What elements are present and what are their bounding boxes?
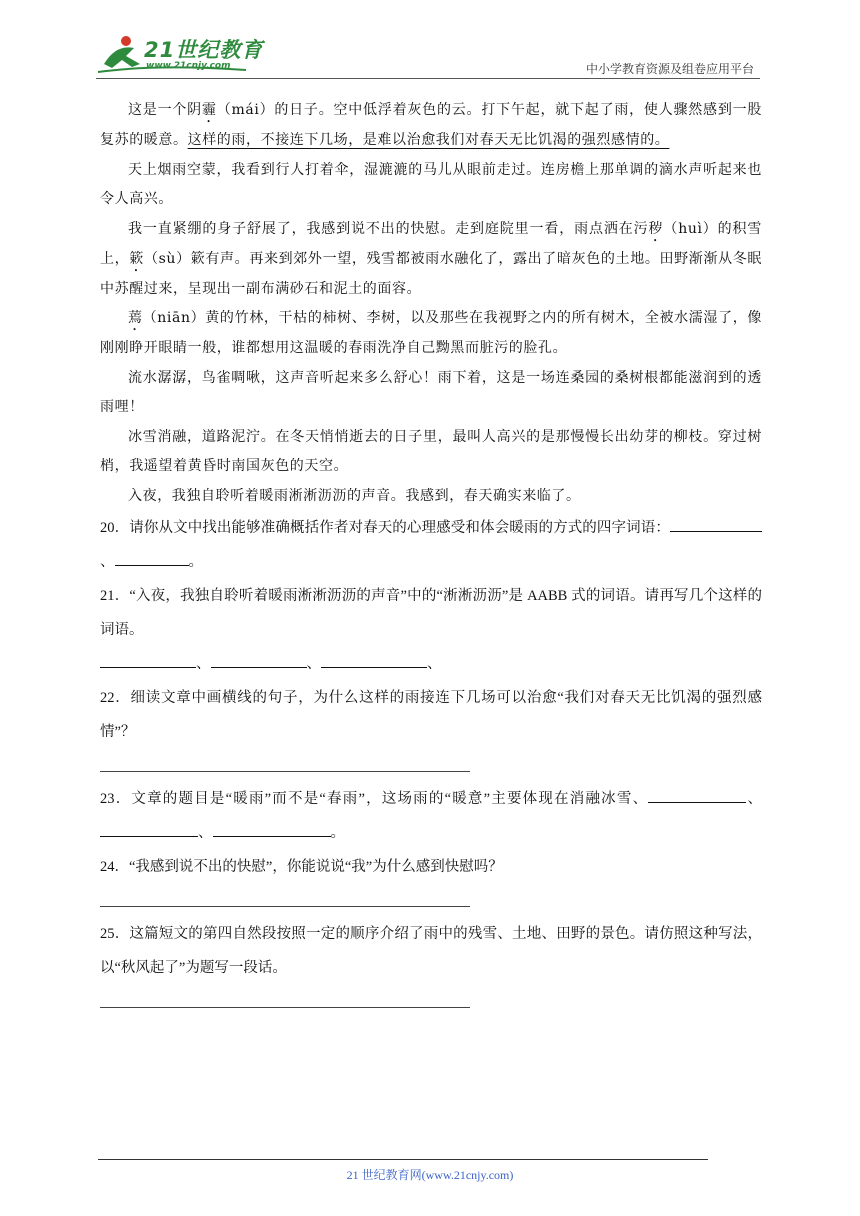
q21-separator-2: 、	[306, 656, 321, 672]
q23-separator-1: 、	[746, 791, 762, 807]
q20-text: 20．请你从文中找出能够准确概括作者对春天的心理感受和体会暖雨的方式的四字词语：	[100, 520, 670, 536]
q20-separator: 、	[100, 554, 115, 570]
p1-dotted-char: 霾	[201, 102, 217, 118]
q23-blank-2[interactable]	[100, 822, 198, 837]
q21-separator-1: 、	[196, 656, 211, 672]
passage-paragraph-4	[100, 304, 762, 364]
platform-title: 中小学教育资源及组卷应用平台	[585, 62, 754, 76]
question-25: 25．这篇短文的第四自然段按照一定的顺序介绍了雨中的残雪、土地、田野的景色。请仿照这种写法，以“秋风起了”为题写一段话。	[100, 926, 762, 976]
q23-separator-2: 、	[198, 825, 213, 841]
underlined-sentence: 这样的雨，不接连下几场，是难以治愈我们对春天无比饥渴的强烈感情的。	[187, 132, 670, 148]
q21-separator-3: 、	[427, 656, 442, 672]
site-logo[interactable]	[96, 34, 276, 76]
question-21: 21．“入夜，我独自聆听着暖雨淅淅沥沥的声音”中的“淅淅沥沥”是 AABB 式的词语。请再写几个这样的词语。	[100, 588, 762, 638]
q25-answer-line[interactable]	[100, 1007, 470, 1008]
logo-text: 21世纪教育	[144, 38, 264, 62]
q23-text: 23．文章的题目是“暖雨”而不是“春雨”，这场雨的“暖意”主要体现在消融冰雪、	[100, 791, 649, 807]
q21-answer-row	[100, 647, 762, 681]
footer-divider	[98, 1159, 708, 1160]
header-divider	[96, 78, 760, 79]
p4-dotted-char: 蔫	[128, 310, 143, 326]
p3-text-a: 我一直紧绷的身子舒展了，我感到说不出的快慰。走到庭院里一看，雨点洒在污	[128, 220, 649, 237]
passage-paragraph-3	[100, 215, 762, 305]
passage-paragraph-5: 流水潺潺，鸟雀啁啾，这声音听起来多么舒心！雨下着，这是一场连桑园的桑树根都能滋润到的透雨哩！	[100, 369, 762, 415]
q21-blank-3[interactable]	[321, 653, 427, 668]
p1-text-b: （mái）的日子。空中低浮着灰色的云。打下午起，就下起了雨，使人骤然感到一股复苏的暖意。	[100, 102, 763, 148]
question-22: 22．细读文章中画横线的句子，为什么这样的雨接连下几场可以治愈“我们对春天无比饥渴的强烈感情”？	[100, 690, 762, 740]
q23-end: 。	[330, 825, 345, 841]
q22-answer-line[interactable]	[100, 771, 470, 772]
p4-text: （niān）黄的竹林，干枯的柿树、李树，以及那些在我视野之内的所有树木，全被水濡湿了，像刚刚睁开眼睛一般，谁都想用这温暖的春雨洗净自己黝黑而脏污的脸孔。	[100, 310, 762, 356]
question-20	[100, 511, 762, 579]
q23-blank-3[interactable]	[213, 822, 331, 837]
p3-dotted-char-1: 秽	[648, 220, 664, 237]
q20-blank-2[interactable]	[115, 551, 189, 566]
q21-blank-1[interactable]	[100, 653, 196, 668]
p3-dotted-char-2: 簌	[129, 250, 144, 267]
q20-end: 。	[188, 554, 203, 570]
p1-text-a: 这是一个阴	[128, 102, 202, 118]
q23-blank-1[interactable]	[648, 788, 746, 803]
passage-paragraph-6: 冰雪消融，道路泥泞。在冬天悄悄逝去的日子里，最叫人高兴的是那慢慢长出幼芽的柳枝。穿过树梢，我遥望着黄昏时南国灰色的天空。	[100, 428, 762, 474]
question-24: 24．“我感到说不出的快慰”，你能说说“我”为什么感到快慰吗？	[100, 859, 503, 875]
p3-text-b: （huì）的积雪上，	[100, 220, 763, 267]
q24-answer-line[interactable]	[100, 906, 470, 907]
passage-paragraph-7: 入夜，我独自聆听着暖雨淅淅沥沥的声音。我感到，春天确实来临了。	[128, 487, 581, 504]
logo-url: www.21cnjy.com	[146, 61, 231, 71]
q21-blank-2[interactable]	[211, 653, 307, 668]
passage-paragraph-2: 天上烟雨空蒙，我看到行人打着伞，湿漉漉的马儿从眼前走过。连房檐上那单调的滴水声听起来也令人高兴。	[100, 161, 762, 207]
document-body	[100, 96, 762, 1018]
passage-paragraph-1	[100, 96, 762, 156]
page-header	[96, 30, 760, 80]
q20-blank-1[interactable]	[670, 517, 762, 532]
footer-link[interactable]: 21 世纪教育网(www.21cnjy.com)	[346, 1168, 514, 1182]
question-23	[100, 782, 762, 850]
p3-text-c: （sù）簌有声。再来到郊外一望，残雪都被雨水融化了，露出了暗灰色的土地。田野渐渐从冬眠中苏醒过来，呈现出一副布满砂石和泥土的面容。	[100, 250, 763, 297]
